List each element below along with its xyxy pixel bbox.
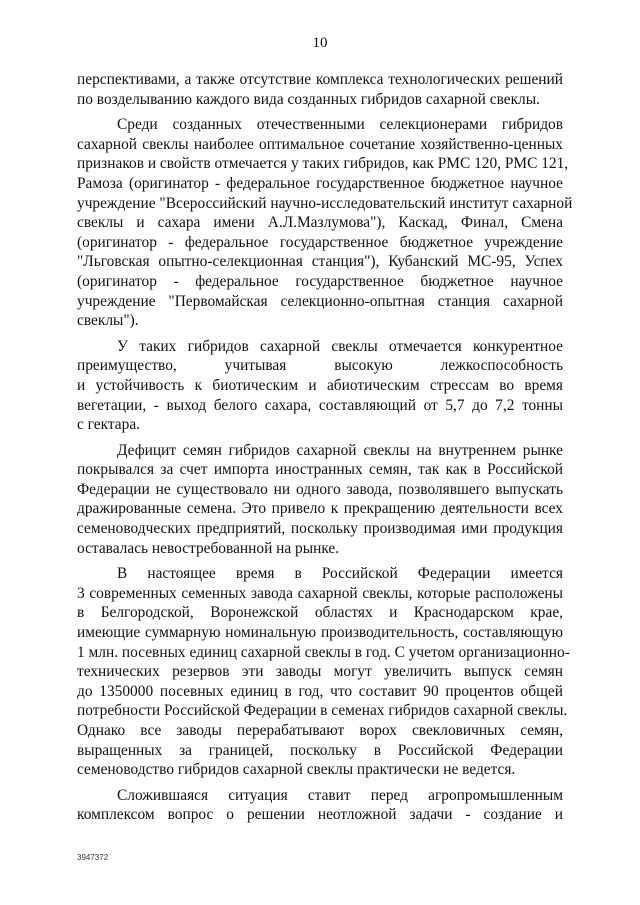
text-line: семеноводство гибридов сахарной свеклы практически не ведется. bbox=[77, 761, 516, 779]
text-line: дражированные семена. Это привело к прекращению деятельности всех bbox=[77, 500, 563, 518]
text-line: Однако все заводы перерабатывают ворох свекловичных семян, bbox=[77, 722, 563, 739]
text-line: У таких гибридов сахарной свеклы отмечается конкурентное bbox=[117, 337, 563, 355]
text-line: 3 современных семенных завода сахарной свеклы, которые расположены bbox=[77, 584, 563, 602]
paragraph bbox=[77, 564, 570, 780]
text-line: свеклы и сахара имени А.Л.Мазлумова"), Каскад, Финал, Смена bbox=[77, 214, 563, 232]
text-line: технических резервов эти заводы могут увеличить выпуск семян bbox=[77, 663, 563, 681]
text-line: Сложившаяся ситуация ставит перед агропромышленным bbox=[117, 786, 563, 804]
text-line: с гектара. bbox=[77, 416, 141, 434]
text-line: В настоящее время в Российской Федерации имеется bbox=[117, 565, 563, 583]
text-line: "Льговская опытно-селекционная станция"), Кубанский МС-95, Успех bbox=[77, 253, 563, 271]
text-line: Дефицит семян гибридов сахарной свеклы на внутреннем рынке bbox=[117, 441, 563, 459]
text-line: Рамоза (оригинатор - федеральное государственное бюджетное научное bbox=[77, 174, 563, 192]
paragraph bbox=[77, 441, 563, 559]
text-line: покрывался за счет импорта иностранных семян, так как в Российской bbox=[77, 461, 563, 479]
text-line: сахарной свеклы наиболее оптимальное сочетание хозяйственно-ценных bbox=[77, 135, 563, 153]
text-line: признаков и свойств отмечается у таких гибридов, как РМС 120, РМС 121, bbox=[77, 155, 569, 173]
text-line: Федерации не существовало ни одного завода, позволявшего выпускать bbox=[77, 480, 563, 498]
document-id: 3947372 bbox=[77, 853, 109, 862]
paragraph bbox=[77, 786, 563, 825]
text-line: (оригинатор - федеральное государственное бюджетное научное bbox=[77, 272, 563, 290]
text-line: в Белгородской, Воронежской областях и Краснодарском крае, bbox=[77, 604, 563, 622]
paragraph bbox=[77, 70, 563, 109]
text-line: по возделыванию каждого вида созданных гибридов сахарной свеклы. bbox=[77, 90, 540, 108]
text-line: преимущество, учитывая высокую лежкоспособность bbox=[77, 357, 563, 375]
text-line: имеющие суммарную номинальную производительность, составляющую bbox=[77, 624, 563, 642]
text-line: Среди созданных отечественными селекционерами гибридов bbox=[117, 116, 563, 134]
text-line: вегетации, - выход белого сахара, составляющий от 5,7 до 7,2 тонны bbox=[77, 396, 563, 414]
text-line: до 1350000 посевных единиц в год, что составит 90 процентов общей bbox=[77, 682, 563, 700]
text-line: оставалась невостребованной на рынке. bbox=[77, 539, 340, 557]
document-body bbox=[77, 70, 573, 831]
page-number: 10 bbox=[312, 35, 328, 51]
text-line: семеноводческих предприятий, поскольку производимая ими продукция bbox=[77, 520, 563, 538]
text-line: свеклы"). bbox=[77, 312, 139, 330]
text-line: перспективами, а также отсутствие комплекса технологических решений bbox=[77, 71, 563, 88]
text-line: и устойчивость к биотическим и абиотическим стрессам во время bbox=[77, 376, 563, 394]
text-line: потребности Российской Федерации в семенах гибридов сахарной свеклы. bbox=[77, 702, 568, 720]
text-line: выращенных за границей, поскольку в Российской Федерации bbox=[77, 741, 563, 759]
text-line: учреждение "Первомайская селекционно-опытная станция сахарной bbox=[77, 292, 563, 310]
paragraph bbox=[77, 337, 563, 435]
text-line: комплексом вопрос о решении неотложной задачи - создание и bbox=[77, 806, 563, 824]
text-line: 1 млн. посевных единиц сахарной свеклы в год. С учетом организационно- bbox=[77, 643, 570, 661]
text-line: (оригинатор - федеральное государственное бюджетное учреждение bbox=[77, 233, 563, 251]
text-line: учреждение "Всероссийский научно-исследовательский институт сахарной bbox=[77, 194, 573, 212]
paragraph bbox=[77, 115, 573, 331]
